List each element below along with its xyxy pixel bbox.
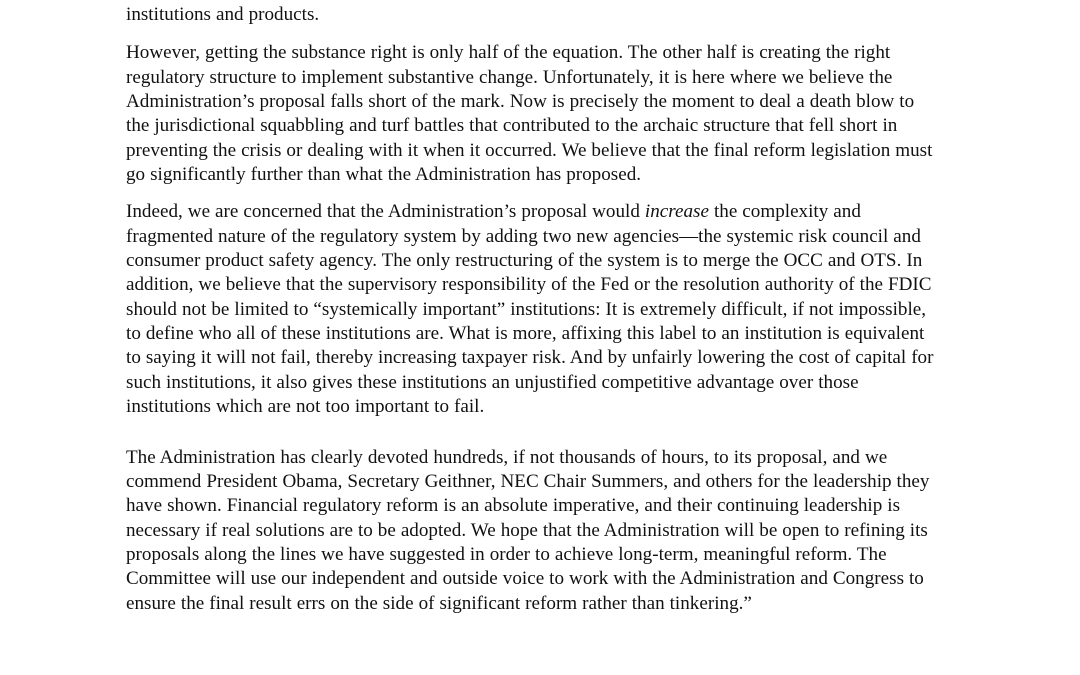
paragraph-administration-devoted: The Administration has clearly devoted hundreds, if not thousands of hours, to its proposal, and we commend President Obama, Secretary Geithner, NEC Chair Summers, and others for the leadership they have shown. Financial regulatory reform is an absolute imperative, and their continuing leadership is necessary if real solutions are to be adopted. We hope that the Administration will be open to refining its proposals along the lines we have suggested in order to achieve long-term, meaningful reform. The Committee will use our independent and outside voice to work with the Administration and Congress to ensure the final result errs on the side of significant reform rather than tinkering.” xyxy=(126,446,930,614)
paragraph-indeed xyxy=(126,200,942,419)
paragraph-however: However, getting the substance right is only half of the equation. The other half is creating the right regulatory structure to implement substantive change. Unfortunately, it is here where we believe the Administration’s proposal falls short of the mark. Now is precisely the moment to deal a death blow to the jurisdictional squabbling and turf battles that contributed to the archaic structure that fell short in preventing the crisis or dealing with it when it occurred. We believe that the final reform legislation must go significantly further than what the Administration has proposed. xyxy=(126,42,933,186)
body-text-column xyxy=(126,0,942,616)
emphasis-increase: increase xyxy=(644,201,709,223)
paragraph-continuation: institutions and products. xyxy=(126,4,320,25)
paragraph-spacer xyxy=(126,420,942,446)
paragraph-spacer xyxy=(126,27,942,41)
paragraph-spacer xyxy=(126,187,942,200)
paragraph-indeed-lead: Indeed, we are concerned that the Administration’s proposal would xyxy=(126,201,645,223)
paragraph-indeed-tail: the complexity and fragmented nature of the regulatory system by adding two new agencies—the systemic risk council and consumer product safety agency. The only restructuring of the system is to merge the OCC and OTS. In addition, we believe that the supervisory responsibility of the Fed or the resolution authority of the FDIC should not be limited to “systemically important” institutions: It is extremely difficult, if not impossible, to define who all of these institutions are. What is more, affixing this label to an institution is equivalent to saying it will not fail, thereby increasing taxpayer risk. And by unfairly lowering the cost of capital for such institutions, it also gives these institutions an unjustified competitive advantage over those institutions which are not too important to fail. xyxy=(126,201,934,418)
